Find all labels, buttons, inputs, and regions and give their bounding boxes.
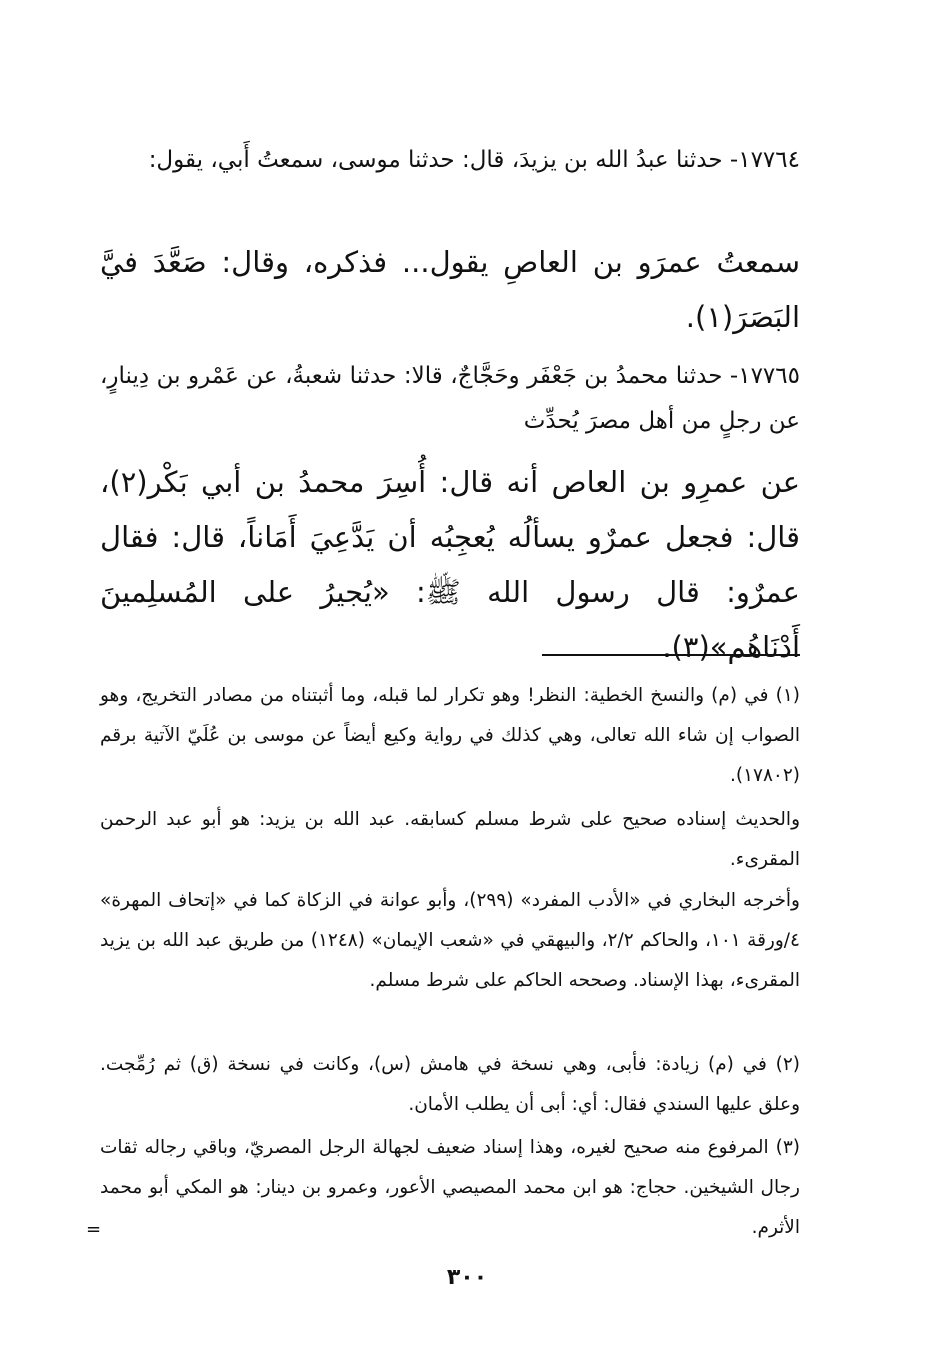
footnote-2: (٢) في (م) زيادة: فأبى، وهي نسخة في هامش (س)، وكانت في نسخة (ق) ثم رُمِّجت. وعلق عليها السندي فقال: أي: أبى أن يطلب الأمان. — [100, 1054, 800, 1115]
page-number: ٣٠٠ — [446, 1265, 488, 1290]
footnote-1-grading: والحديث إسناده صحيح على شرط مسلم كسابقه. عبد الله بن يزيد: هو أبو عبد الرحمن المقرىء. — [100, 809, 800, 870]
hadith-17765-matn: عن عمرِو بن العاص أنه قال: أُسِرَ محمدُ بن أبي بَكْر(٢)، قال: فجعل عمرٌو يسألُه يُعجِبُه أن يَدَّعِيَ أَمَاناً، قال: فقال عمرٌو: قال رسول الله ﷺ: «يُجيرُ على المُسلِمينَ أَدْنَاهُم»(٣). — [100, 465, 800, 664]
footnote-1-takhrij: وأخرجه البخاري في «الأدب المفرد» (٢٩٩)، وأبو عوانة في الزكاة كما في «إتحاف المهرة» ٤/ورقة ١٠١، والحاكم ٢/٢، والبيهقي في «شعب الإيمان» (١٢٤٨) من طريق عبد الله بن يزيد المقرىء، بهذا الإسناد. وصححه الحاكم على شرط مسلم. — [100, 890, 800, 991]
continuation-mark: = — [86, 1219, 102, 1240]
footnote-separator — [542, 654, 800, 656]
hadith-17764-matn: سمعتُ عمرَو بن العاصِ يقول... فذكره، وقال: صَعَّدَ فيَّ البَصَرَ(١). — [100, 245, 800, 334]
footnote-3: (٣) المرفوع منه صحيح لغيره، وهذا إسناد ضعيف لجهالة الرجل المصريّ، وباقي رجاله ثقات رجال الشيخين. حجاج: هو ابن محمد المصيصي الأعور، وعمرو بن دينار: هو المكي أبو محمد الأثرم. — [100, 1137, 800, 1238]
hadith-17764-isnad: ١٧٧٦٤- حدثنا عبدُ الله بن يزيدَ، قال: حدثنا موسى، سمعتُ أَبي، يقول: — [148, 147, 800, 173]
hadith-17765-isnad: ١٧٧٦٥- حدثنا محمدُ بن جَعْفَر وحَجَّاجٌ، قالا: حدثنا شعبةُ، عن عَمْرو بن دِينارٍ، عن رجلٍ من أهل مصرَ يُحدِّث — [100, 363, 800, 434]
footnote-1: (١) في (م) والنسخ الخطية: النظر! وهو تكرار لما قبله، وما أثبتناه من مصادر التخريج، وهو الصواب إن شاء الله تعالى، وهي كذلك في رواية وكيع أيضاً عن موسى بن عُلَيّ الآتية برقم (١٧٨٠٢). — [100, 685, 800, 786]
